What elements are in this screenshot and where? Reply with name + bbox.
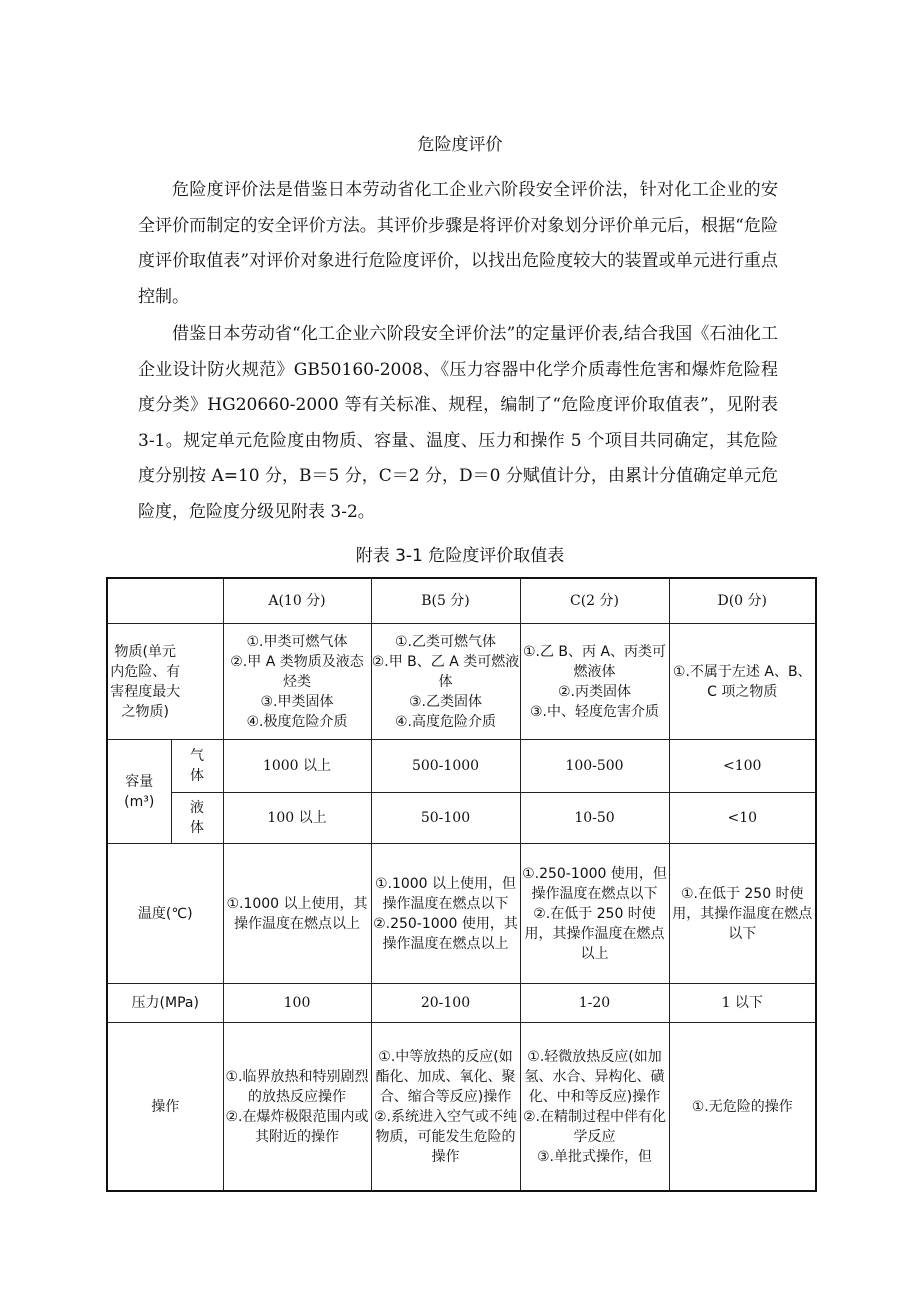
cell-line: ④.高度危险介质 [394,713,496,730]
pressure-a: 100 [223,984,371,1023]
cell-line: ①.无危险的操作 [691,1098,793,1115]
gas-label: 气体 [171,740,223,793]
cell-line: ②.在爆炸极限范围内或其附近的操作 [225,1108,369,1145]
pressure-d: 1 以下 [669,984,816,1023]
cell-line: ③.甲类固体 [260,693,334,710]
cell-line: ③.乙类固体 [408,693,482,710]
capacity-unit: (m³) [124,793,155,810]
header-a: A(10 分) [223,578,371,624]
header-d: D(0 分) [669,578,816,624]
pressure-label: 压力(MPa) [107,984,223,1023]
capacity-gas-d: <100 [669,740,816,793]
capacity-liquid-c: 10-50 [520,793,669,844]
cell-line: ③.中、轻度危害介质 [529,703,659,720]
cell-line: ①.乙 B、丙 A、丙类可燃液体 [522,643,667,680]
operation-a-cell [223,1023,371,1192]
risk-scoring-table [106,577,817,1192]
cell-line: ②.甲 B、乙 A 类可燃液体 [371,653,520,690]
method-paragraph: 借鉴日本劳动省“化工企业六阶段安全评价法”的定量评价表,结合我国《石油化工企业设计防火规范》GB50160-2008、《压力容器中化学介质毒性危害和爆炸危险程度分类》HG20660-2000 等有关标准、规程，编制了“危险度评价取值表”，见附表 3-1。规定单元危险度由物质、容量、温度、压力和操作 5 个项目共同确定，其危险度分别按 A=10 分，B＝5 分，C＝2 分，D＝0 分赋值计分，由累计分值确定单元危险度，危险度分级见附表 3-2。 [138,324,778,522]
capacity-label-cell [107,740,171,844]
cell-line: ④.极度危险介质 [246,713,348,730]
cell-line: ②.系统进入空气或不纯物质，可能发生危险的操作 [373,1108,517,1165]
capacity-gas-a: 1000 以上 [223,740,371,793]
cell-line: ②.在精制过程中伴有化学反应 [522,1108,666,1145]
temperature-b-cell [371,844,520,984]
cell-line: ①.在低于 250 时使用，其操作温度在燃点以下 [672,885,813,942]
intro-paragraph: 危险度评价法是借鉴日本劳动省化工企业六阶段安全评价法，针对化工企业的安全评价而制定的安全评价方法。其评价步骤是将评价对象划分评价单元后，根据“危险度评价取值表”对评价对象进行危险度评价，以找出危险度较大的装置或单元进行重点控制。 [138,180,778,307]
capacity-label: 容量 [125,773,154,790]
cell-line: ②.在低于 250 时使用，其操作温度在燃点以上 [524,905,665,962]
header-c: C(2 分) [520,578,669,624]
cell-line: ①.乙类可燃气体 [394,633,496,650]
operation-c-cell [520,1023,669,1192]
pressure-c: 1-20 [520,984,669,1023]
temperature-d-cell [669,844,816,984]
temperature-a-cell [223,844,371,984]
capacity-gas-b: 500-1000 [371,740,520,793]
cell-line: ①.临界放热和特别剧烈的放热反应操作 [225,1068,369,1105]
capacity-gas-c: 100-500 [520,740,669,793]
operation-label: 操作 [107,1023,223,1192]
cell-line: ①.轻微放热反应(如加氢、水合、异构化、磺化、中和等反应)操作 [524,1048,665,1105]
cell-line: ③.单批式操作，但 [536,1148,652,1165]
header-b: B(5 分) [371,578,520,624]
cell-line: ①.甲类可燃气体 [246,633,348,650]
temperature-c-cell [520,844,669,984]
substance-row [107,624,816,740]
capacity-liquid-d: <10 [669,793,816,844]
cell-line: ①.1000 以上使用，其操作温度在燃点以上 [226,895,368,932]
cell-line: ①.1000 以上使用，但操作温度在燃点以下 [374,875,517,912]
pressure-row [107,984,816,1023]
operation-b-cell [371,1023,520,1192]
substance-c-cell [520,624,669,740]
cell-line: ①.不属于左述 A、B、C 项之物质 [672,663,812,700]
capacity-liquid-a: 100 以上 [223,793,371,844]
liquid-label: 液体 [171,793,223,844]
cell-line: ①.中等放热的反应(如酯化、加成、氧化、聚合、缩合等反应)操作 [375,1048,516,1105]
operation-row [107,1023,816,1192]
operation-d-cell [669,1023,816,1192]
temperature-row [107,844,816,984]
header-corner-cell [107,578,223,624]
substance-b-cell [371,624,520,740]
substance-label: 物质(单元内危险、有害程度最大之物质) [107,624,223,740]
capacity-gas-row [107,740,816,793]
header-row [107,578,816,624]
capacity-liquid-row [107,793,816,844]
page-title: 危险度评价 [417,135,503,155]
pressure-b: 20-100 [371,984,520,1023]
temperature-label: 温度(℃) [107,844,223,984]
substance-a-cell [223,624,371,740]
cell-line: ①.250-1000 使用，但操作温度在燃点以下 [522,865,667,902]
cell-line: ②.250-1000 使用，其操作温度在燃点以上 [373,915,518,952]
cell-line: ②.丙类固体 [557,683,631,700]
capacity-liquid-b: 50-100 [371,793,520,844]
substance-d-cell [669,624,816,740]
table-caption: 附表 3-1 危险度评价取值表 [355,546,565,566]
cell-line: ②.甲 A 类物质及液态烃类 [230,653,364,690]
